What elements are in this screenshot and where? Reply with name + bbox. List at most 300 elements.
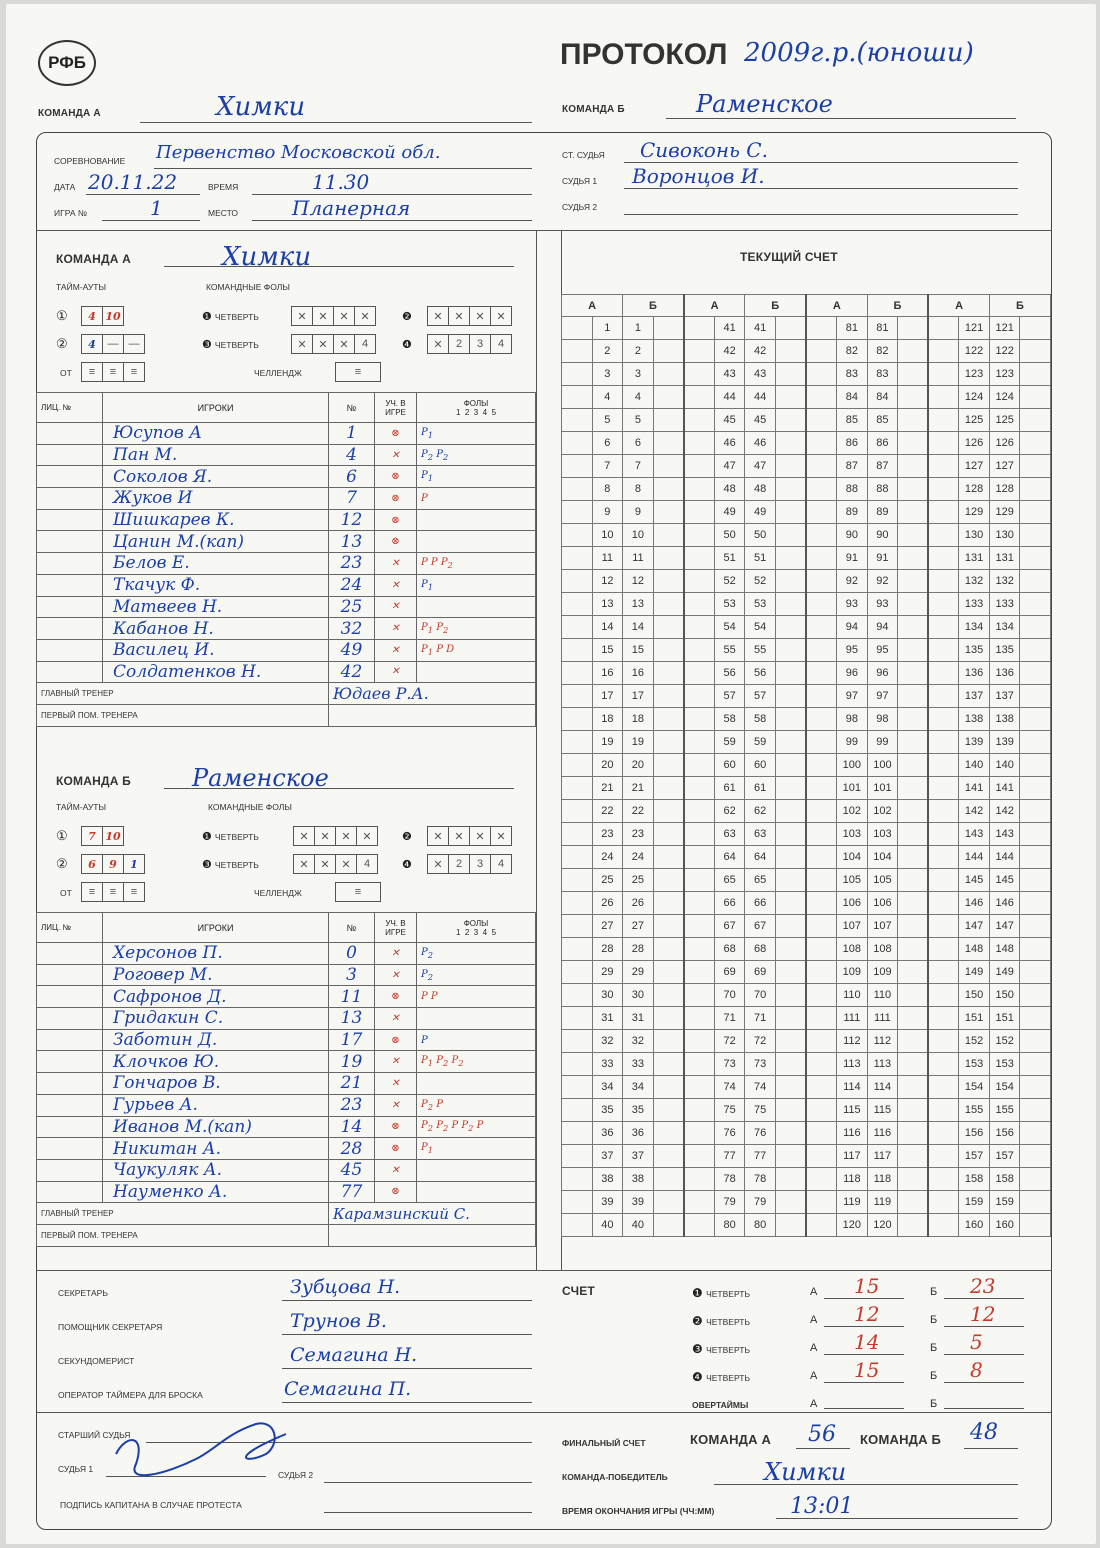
timeout-a-box[interactable]: 10 (102, 306, 124, 326)
score-cell[interactable] (928, 777, 959, 800)
score-cell[interactable] (684, 340, 715, 363)
score-cell[interactable] (775, 754, 806, 777)
score-cell[interactable] (562, 317, 593, 340)
score-cell[interactable] (653, 386, 684, 409)
score-cell[interactable]: 122 (959, 340, 990, 363)
score-cell[interactable]: 136 (989, 662, 1020, 685)
score-cell[interactable] (684, 777, 715, 800)
score-cell[interactable]: 4 (592, 386, 623, 409)
score-cell[interactable] (806, 1007, 837, 1030)
score-cell[interactable]: 15 (623, 639, 654, 662)
score-cell[interactable]: 2 (592, 340, 623, 363)
score-cell[interactable]: 122 (989, 340, 1020, 363)
score-cell[interactable] (775, 1099, 806, 1122)
score-cell[interactable]: 135 (989, 639, 1020, 662)
score-cell[interactable]: 119 (837, 1191, 868, 1214)
score-cell[interactable]: 153 (959, 1053, 990, 1076)
score-cell[interactable] (684, 823, 715, 846)
score-cell[interactable]: 47 (745, 455, 776, 478)
score-cell[interactable]: 40 (592, 1214, 623, 1237)
score-cell[interactable]: 7 (623, 455, 654, 478)
score-cell[interactable]: 87 (837, 455, 868, 478)
score-cell[interactable] (684, 1076, 715, 1099)
score-cell[interactable] (562, 869, 593, 892)
score-cell[interactable]: 62 (745, 800, 776, 823)
score-cell[interactable] (1020, 386, 1051, 409)
score-cell[interactable] (775, 501, 806, 524)
score-cell[interactable] (1020, 984, 1051, 1007)
score-cell[interactable] (928, 317, 959, 340)
score-cell[interactable] (806, 524, 837, 547)
score-cell[interactable]: 12 (592, 570, 623, 593)
score-cell[interactable]: 18 (592, 708, 623, 731)
score-cell[interactable]: 59 (714, 731, 745, 754)
score-cell[interactable] (1020, 1053, 1051, 1076)
score-cell[interactable]: 64 (714, 846, 745, 869)
score-cell[interactable]: 44 (714, 386, 745, 409)
score-cell[interactable]: 102 (837, 800, 868, 823)
score-cell[interactable] (1020, 823, 1051, 846)
score-cell[interactable]: 26 (592, 892, 623, 915)
score-cell[interactable]: 82 (867, 340, 898, 363)
score-cell[interactable] (928, 340, 959, 363)
score-cell[interactable] (562, 1030, 593, 1053)
score-cell[interactable]: 65 (714, 869, 745, 892)
score-cell[interactable]: 47 (714, 455, 745, 478)
score-cell[interactable] (775, 363, 806, 386)
score-cell[interactable] (898, 915, 929, 938)
score-cell[interactable]: 89 (837, 501, 868, 524)
score-cell[interactable]: 107 (837, 915, 868, 938)
score-cell[interactable]: 16 (623, 662, 654, 685)
score-cell[interactable] (775, 938, 806, 961)
score-cell[interactable] (898, 1145, 929, 1168)
score-cell[interactable] (653, 501, 684, 524)
score-cell[interactable]: 96 (837, 662, 868, 685)
score-cell[interactable]: 76 (714, 1122, 745, 1145)
score-cell[interactable]: 152 (989, 1030, 1020, 1053)
score-cell[interactable] (898, 386, 929, 409)
score-cell[interactable]: 94 (837, 616, 868, 639)
score-cell[interactable]: 83 (837, 363, 868, 386)
score-cell[interactable]: 22 (592, 800, 623, 823)
score-cell[interactable] (898, 455, 929, 478)
score-cell[interactable] (653, 547, 684, 570)
score-cell[interactable]: 130 (959, 524, 990, 547)
score-cell[interactable] (775, 731, 806, 754)
score-cell[interactable]: 108 (837, 938, 868, 961)
score-cell[interactable]: 62 (714, 800, 745, 823)
score-cell[interactable] (562, 731, 593, 754)
score-cell[interactable]: 41 (714, 317, 745, 340)
score-cell[interactable] (684, 1214, 715, 1237)
score-cell[interactable] (562, 478, 593, 501)
score-cell[interactable]: 160 (959, 1214, 990, 1237)
score-cell[interactable]: 5 (623, 409, 654, 432)
score-cell[interactable] (775, 1168, 806, 1191)
score-cell[interactable] (562, 1122, 593, 1145)
score-cell[interactable] (653, 662, 684, 685)
score-cell[interactable] (928, 524, 959, 547)
score-cell[interactable] (562, 892, 593, 915)
score-cell[interactable] (775, 386, 806, 409)
score-cell[interactable] (806, 1214, 837, 1237)
score-cell[interactable]: 98 (837, 708, 868, 731)
score-cell[interactable]: 100 (837, 754, 868, 777)
score-cell[interactable]: 7 (592, 455, 623, 478)
score-cell[interactable] (684, 478, 715, 501)
score-cell[interactable]: 42 (745, 340, 776, 363)
timeout-a-box[interactable]: 4 (81, 306, 103, 326)
score-cell[interactable] (806, 1099, 837, 1122)
score-cell[interactable] (1020, 363, 1051, 386)
score-cell[interactable]: 92 (837, 570, 868, 593)
score-cell[interactable]: 132 (959, 570, 990, 593)
score-cell[interactable] (775, 1053, 806, 1076)
score-cell[interactable] (562, 524, 593, 547)
score-cell[interactable] (928, 800, 959, 823)
score-cell[interactable] (684, 685, 715, 708)
score-cell[interactable] (806, 1145, 837, 1168)
score-cell[interactable]: 139 (989, 731, 1020, 754)
score-cell[interactable] (1020, 501, 1051, 524)
score-cell[interactable] (1020, 1007, 1051, 1030)
score-cell[interactable] (684, 869, 715, 892)
score-cell[interactable] (898, 731, 929, 754)
score-cell[interactable] (806, 823, 837, 846)
score-cell[interactable]: 141 (959, 777, 990, 800)
score-cell[interactable]: 138 (959, 708, 990, 731)
score-cell[interactable] (928, 1053, 959, 1076)
score-cell[interactable]: 148 (959, 938, 990, 961)
score-cell[interactable] (684, 1122, 715, 1145)
score-cell[interactable]: 103 (837, 823, 868, 846)
score-cell[interactable]: 103 (867, 823, 898, 846)
score-cell[interactable]: 39 (592, 1191, 623, 1214)
score-cell[interactable]: 43 (714, 363, 745, 386)
score-cell[interactable] (806, 501, 837, 524)
score-cell[interactable]: 157 (989, 1145, 1020, 1168)
score-cell[interactable]: 68 (745, 938, 776, 961)
score-cell[interactable]: 32 (592, 1030, 623, 1053)
score-cell[interactable] (898, 777, 929, 800)
score-cell[interactable]: 71 (745, 1007, 776, 1030)
score-cell[interactable]: 124 (989, 386, 1020, 409)
score-cell[interactable] (928, 386, 959, 409)
score-cell[interactable]: 136 (959, 662, 990, 685)
score-cell[interactable]: 160 (989, 1214, 1020, 1237)
score-cell[interactable] (775, 662, 806, 685)
score-cell[interactable]: 99 (867, 731, 898, 754)
score-cell[interactable] (806, 662, 837, 685)
score-cell[interactable] (898, 938, 929, 961)
score-cell[interactable] (806, 984, 837, 1007)
score-cell[interactable]: 86 (837, 432, 868, 455)
score-cell[interactable] (562, 1076, 593, 1099)
score-cell[interactable]: 24 (623, 846, 654, 869)
score-cell[interactable] (653, 938, 684, 961)
score-cell[interactable]: 46 (745, 432, 776, 455)
score-cell[interactable]: 71 (714, 1007, 745, 1030)
score-cell[interactable] (653, 1145, 684, 1168)
score-cell[interactable] (653, 1030, 684, 1053)
score-cell[interactable]: 10 (623, 524, 654, 547)
score-cell[interactable] (562, 1007, 593, 1030)
score-cell[interactable]: 114 (837, 1076, 868, 1099)
score-cell[interactable]: 9 (623, 501, 654, 524)
score-cell[interactable] (653, 823, 684, 846)
score-cell[interactable]: 17 (592, 685, 623, 708)
score-cell[interactable] (562, 1191, 593, 1214)
score-cell[interactable]: 51 (714, 547, 745, 570)
score-cell[interactable]: 34 (592, 1076, 623, 1099)
score-cell[interactable]: 148 (989, 938, 1020, 961)
timeout-a-box[interactable]: — (123, 334, 145, 354)
score-cell[interactable] (928, 1076, 959, 1099)
score-cell[interactable] (806, 386, 837, 409)
score-cell[interactable] (562, 1099, 593, 1122)
score-cell[interactable] (653, 570, 684, 593)
score-cell[interactable] (806, 800, 837, 823)
score-cell[interactable] (775, 1030, 806, 1053)
score-cell[interactable]: 134 (989, 616, 1020, 639)
score-cell[interactable] (806, 432, 837, 455)
score-cell[interactable]: 60 (745, 754, 776, 777)
score-cell[interactable] (928, 432, 959, 455)
score-cell[interactable] (775, 317, 806, 340)
score-cell[interactable]: 111 (837, 1007, 868, 1030)
score-cell[interactable] (775, 823, 806, 846)
score-cell[interactable] (775, 524, 806, 547)
score-cell[interactable]: 116 (867, 1122, 898, 1145)
score-cell[interactable]: 37 (623, 1145, 654, 1168)
score-cell[interactable]: 74 (714, 1076, 745, 1099)
score-cell[interactable]: 153 (989, 1053, 1020, 1076)
score-cell[interactable]: 142 (989, 800, 1020, 823)
score-cell[interactable]: 150 (989, 984, 1020, 1007)
score-cell[interactable]: 88 (837, 478, 868, 501)
score-cell[interactable] (928, 616, 959, 639)
score-cell[interactable]: 73 (714, 1053, 745, 1076)
score-cell[interactable]: 25 (623, 869, 654, 892)
score-cell[interactable]: 95 (867, 639, 898, 662)
score-cell[interactable] (898, 547, 929, 570)
score-cell[interactable]: 13 (592, 593, 623, 616)
score-cell[interactable] (898, 501, 929, 524)
score-cell[interactable] (562, 1053, 593, 1076)
score-cell[interactable] (806, 570, 837, 593)
score-cell[interactable] (775, 340, 806, 363)
score-cell[interactable]: 156 (959, 1122, 990, 1145)
score-cell[interactable] (1020, 662, 1051, 685)
score-cell[interactable] (806, 317, 837, 340)
score-cell[interactable]: 32 (623, 1030, 654, 1053)
score-cell[interactable] (1020, 409, 1051, 432)
score-cell[interactable] (684, 1030, 715, 1053)
score-cell[interactable]: 117 (867, 1145, 898, 1168)
score-cell[interactable]: 31 (592, 1007, 623, 1030)
score-cell[interactable]: 46 (714, 432, 745, 455)
score-cell[interactable]: 106 (867, 892, 898, 915)
score-cell[interactable] (684, 846, 715, 869)
score-cell[interactable] (653, 1214, 684, 1237)
score-cell[interactable] (898, 593, 929, 616)
score-cell[interactable] (684, 455, 715, 478)
score-cell[interactable]: 152 (959, 1030, 990, 1053)
score-cell[interactable]: 63 (714, 823, 745, 846)
score-cell[interactable] (1020, 547, 1051, 570)
score-cell[interactable] (1020, 1099, 1051, 1122)
score-cell[interactable]: 96 (867, 662, 898, 685)
score-cell[interactable] (1020, 1030, 1051, 1053)
score-cell[interactable] (928, 984, 959, 1007)
score-cell[interactable]: 23 (592, 823, 623, 846)
score-cell[interactable] (684, 662, 715, 685)
score-cell[interactable]: 17 (623, 685, 654, 708)
score-cell[interactable] (684, 984, 715, 1007)
score-cell[interactable]: 93 (837, 593, 868, 616)
score-cell[interactable] (775, 1145, 806, 1168)
score-cell[interactable] (928, 754, 959, 777)
score-cell[interactable] (775, 639, 806, 662)
score-cell[interactable] (1020, 800, 1051, 823)
score-cell[interactable]: 58 (745, 708, 776, 731)
score-cell[interactable]: 2 (623, 340, 654, 363)
score-cell[interactable] (684, 915, 715, 938)
score-cell[interactable]: 45 (745, 409, 776, 432)
score-cell[interactable] (684, 1099, 715, 1122)
score-cell[interactable] (1020, 731, 1051, 754)
score-cell[interactable]: 145 (959, 869, 990, 892)
score-cell[interactable]: 123 (959, 363, 990, 386)
score-cell[interactable] (562, 639, 593, 662)
score-cell[interactable]: 53 (714, 593, 745, 616)
score-cell[interactable]: 155 (959, 1099, 990, 1122)
score-cell[interactable]: 115 (837, 1099, 868, 1122)
score-cell[interactable] (684, 363, 715, 386)
score-cell[interactable] (653, 984, 684, 1007)
score-cell[interactable]: 125 (959, 409, 990, 432)
score-cell[interactable] (928, 547, 959, 570)
score-cell[interactable]: 79 (745, 1191, 776, 1214)
score-cell[interactable] (1020, 1191, 1051, 1214)
score-cell[interactable] (653, 708, 684, 731)
score-cell[interactable]: 128 (959, 478, 990, 501)
score-cell[interactable]: 36 (592, 1122, 623, 1145)
score-cell[interactable]: 117 (837, 1145, 868, 1168)
score-cell[interactable] (653, 892, 684, 915)
score-cell[interactable]: 61 (745, 777, 776, 800)
score-cell[interactable] (562, 386, 593, 409)
score-cell[interactable]: 101 (837, 777, 868, 800)
score-cell[interactable]: 109 (867, 961, 898, 984)
score-cell[interactable] (806, 961, 837, 984)
score-cell[interactable] (1020, 432, 1051, 455)
score-cell[interactable] (898, 432, 929, 455)
score-cell[interactable] (684, 1191, 715, 1214)
score-cell[interactable]: 140 (989, 754, 1020, 777)
score-cell[interactable]: 57 (714, 685, 745, 708)
score-cell[interactable]: 126 (989, 432, 1020, 455)
score-cell[interactable] (1020, 524, 1051, 547)
score-cell[interactable] (562, 915, 593, 938)
score-cell[interactable]: 49 (714, 501, 745, 524)
score-cell[interactable] (1020, 892, 1051, 915)
score-cell[interactable] (562, 823, 593, 846)
score-cell[interactable]: 158 (989, 1168, 1020, 1191)
score-cell[interactable] (928, 823, 959, 846)
timeout-a-box[interactable]: — (102, 334, 124, 354)
score-cell[interactable]: 64 (745, 846, 776, 869)
score-cell[interactable] (684, 593, 715, 616)
score-cell[interactable] (562, 685, 593, 708)
score-cell[interactable]: 68 (714, 938, 745, 961)
score-cell[interactable]: 18 (623, 708, 654, 731)
score-cell[interactable]: 27 (592, 915, 623, 938)
score-cell[interactable]: 30 (592, 984, 623, 1007)
score-cell[interactable]: 157 (959, 1145, 990, 1168)
score-cell[interactable] (684, 1168, 715, 1191)
score-cell[interactable]: 61 (714, 777, 745, 800)
score-cell[interactable]: 33 (623, 1053, 654, 1076)
score-cell[interactable] (684, 317, 715, 340)
score-cell[interactable] (806, 777, 837, 800)
score-cell[interactable] (653, 754, 684, 777)
score-cell[interactable] (806, 754, 837, 777)
score-cell[interactable]: 75 (745, 1099, 776, 1122)
score-cell[interactable]: 88 (867, 478, 898, 501)
score-cell[interactable] (928, 1030, 959, 1053)
score-cell[interactable] (775, 961, 806, 984)
score-cell[interactable] (898, 524, 929, 547)
score-cell[interactable] (653, 340, 684, 363)
score-cell[interactable] (684, 938, 715, 961)
score-cell[interactable]: 11 (623, 547, 654, 570)
score-cell[interactable]: 16 (592, 662, 623, 685)
score-cell[interactable]: 135 (959, 639, 990, 662)
score-cell[interactable] (898, 846, 929, 869)
score-cell[interactable] (898, 363, 929, 386)
score-cell[interactable] (775, 547, 806, 570)
score-cell[interactable]: 75 (714, 1099, 745, 1122)
score-cell[interactable] (898, 1168, 929, 1191)
score-cell[interactable]: 55 (745, 639, 776, 662)
score-cell[interactable]: 1 (623, 317, 654, 340)
score-cell[interactable]: 28 (623, 938, 654, 961)
score-cell[interactable] (775, 432, 806, 455)
score-cell[interactable] (653, 846, 684, 869)
score-cell[interactable]: 144 (959, 846, 990, 869)
score-cell[interactable] (653, 1007, 684, 1030)
score-cell[interactable] (806, 846, 837, 869)
score-cell[interactable] (928, 938, 959, 961)
score-cell[interactable] (775, 869, 806, 892)
score-cell[interactable] (653, 961, 684, 984)
score-cell[interactable]: 120 (867, 1214, 898, 1237)
score-cell[interactable] (653, 317, 684, 340)
score-cell[interactable] (653, 363, 684, 386)
score-cell[interactable] (898, 409, 929, 432)
score-cell[interactable]: 131 (959, 547, 990, 570)
score-cell[interactable] (928, 708, 959, 731)
score-cell[interactable] (653, 1191, 684, 1214)
score-cell[interactable] (928, 915, 959, 938)
score-cell[interactable]: 40 (623, 1214, 654, 1237)
score-cell[interactable]: 37 (592, 1145, 623, 1168)
score-cell[interactable] (1020, 570, 1051, 593)
score-cell[interactable] (898, 639, 929, 662)
score-cell[interactable] (562, 570, 593, 593)
